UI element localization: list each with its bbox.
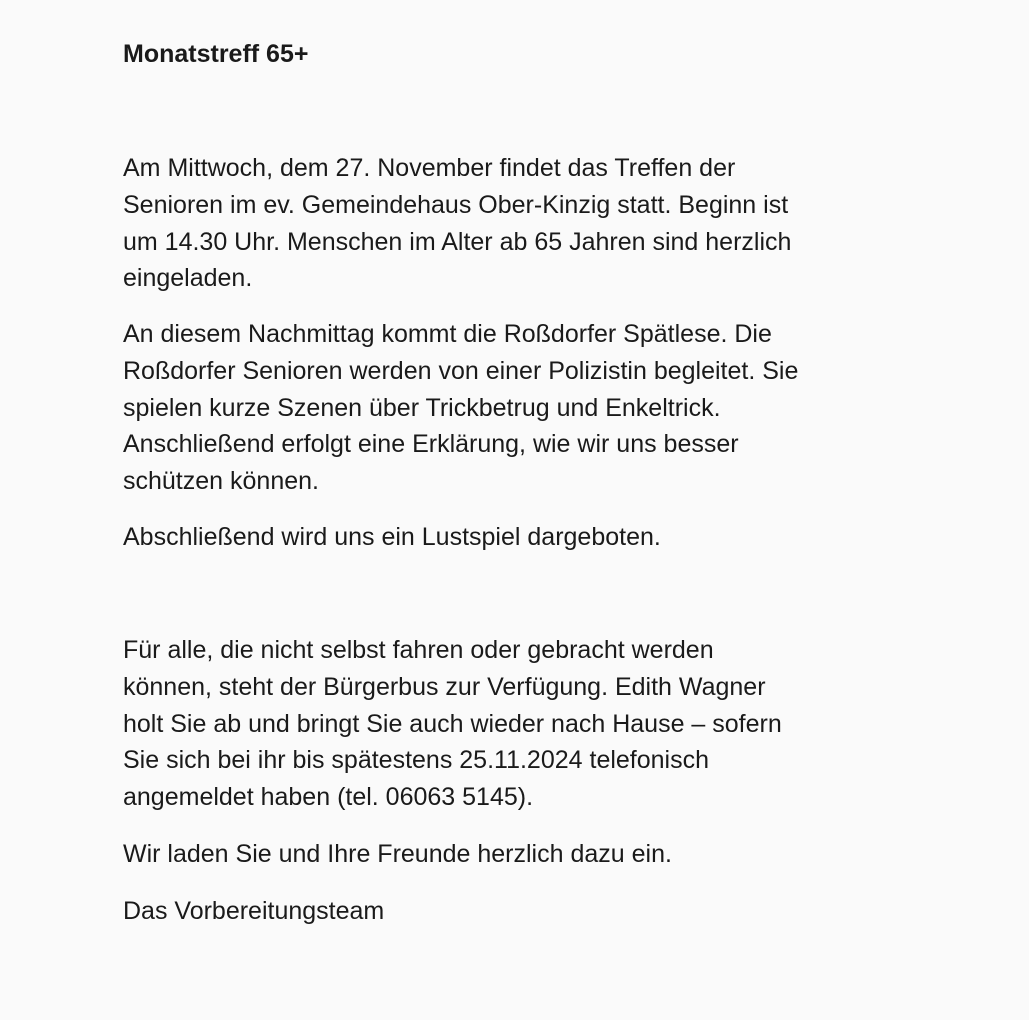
text-line: können, steht der Bürgerbus zur Verfügung. Edith Wagner	[123, 672, 766, 701]
text-line: schützen können.	[123, 467, 319, 496]
text-line: Roßdorfer Senioren werden von einer Polizistin begleitet. Sie	[123, 356, 799, 385]
paragraph-closing-play	[123, 519, 923, 556]
text-line: Sie sich bei ihr bis spätestens 25.11.2024 telefonisch	[123, 746, 710, 775]
text-line: um 14.30 Uhr. Menschen im Alter ab 65 Jahren sind herzlich	[123, 227, 792, 256]
text-line: Am Mittwoch, dem 27. November findet das Treffen der	[123, 154, 736, 182]
text-line: Senioren im ev. Gemeindehaus Ober-Kinzig statt. Beginn ist	[123, 190, 789, 219]
text-line: Anschließend erfolgt eine Erklärung, wie wir uns besser	[123, 430, 739, 459]
text-line: holt Sie ab und bringt Sie auch wieder nach Hause – sofern	[123, 709, 782, 738]
text-line: spielen kurze Szenen über Trickbetrug und Enkeltrick.	[123, 393, 721, 422]
text-line: Abschließend wird uns ein Lustspiel dargeboten.	[123, 523, 661, 551]
text-line: Das Vorbereitungsteam	[123, 897, 385, 925]
text-line: eingeladen.	[123, 264, 253, 293]
text-line: Wir laden Sie und Ihre Freunde herzlich dazu ein.	[123, 840, 672, 868]
text-line: Für alle, die nicht selbst fahren oder gebracht werden	[123, 636, 714, 664]
signature-team	[123, 893, 923, 930]
paragraph-program	[123, 316, 923, 500]
text-line: An diesem Nachmittag kommt die Roßdorfer Spätlese. Die	[123, 320, 772, 348]
paragraph-invitation	[123, 836, 923, 873]
paragraph-meeting-announcement	[123, 150, 923, 297]
document-title: Monatstreff 65+	[123, 40, 309, 68]
paragraph-citizen-bus	[123, 632, 923, 816]
text-line: angemeldet haben (tel. 06063 5145).	[123, 783, 534, 812]
